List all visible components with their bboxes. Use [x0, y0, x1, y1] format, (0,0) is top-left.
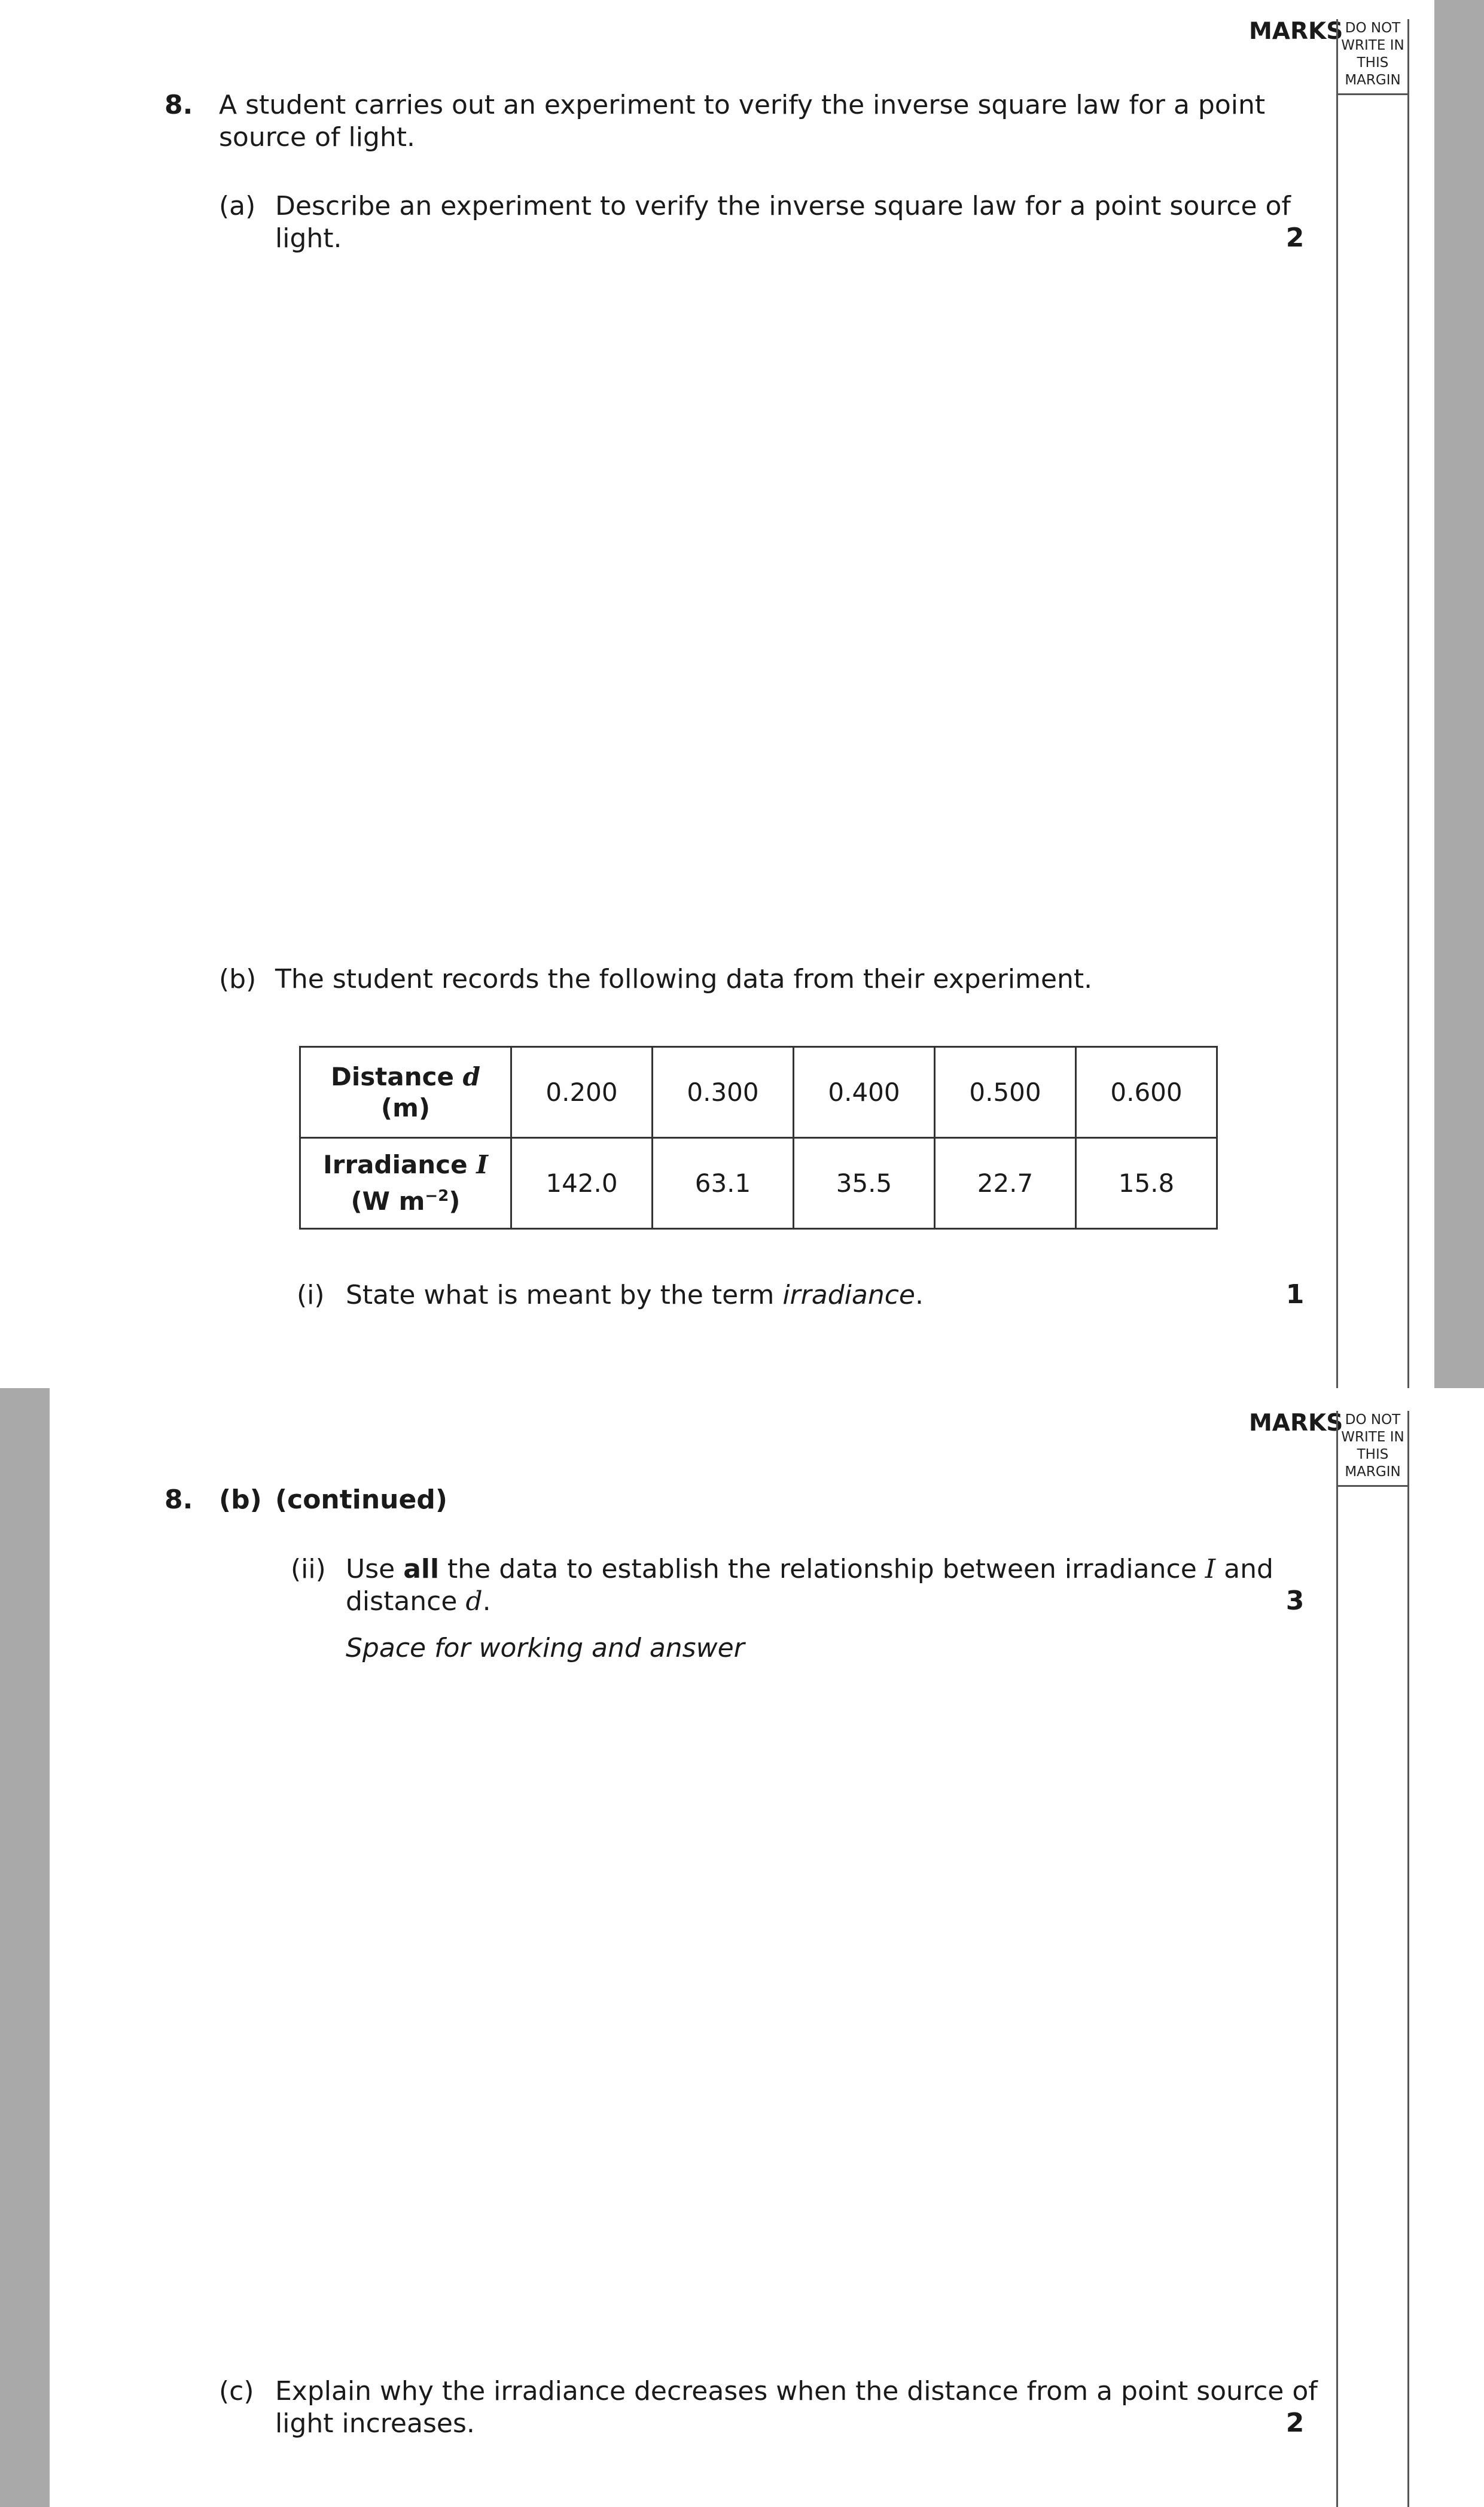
- part-b-label: (b): [219, 964, 257, 994]
- irradiance-unit-base: (W m: [351, 1186, 425, 1216]
- distance-variable: d: [465, 1586, 483, 1617]
- part-b-ii-emphasis: all: [403, 1554, 440, 1584]
- part-c-line2: light increases.: [275, 2408, 475, 2439]
- part-b-label: (b): [219, 1484, 262, 1515]
- question-number: 8.: [164, 90, 193, 120]
- irradiance-variable: I: [476, 1150, 488, 1179]
- exam-page-2: [0, 1388, 1484, 2507]
- margin-label-line1: DO NOT: [1345, 20, 1401, 36]
- irradiance-unit-close: ): [449, 1186, 461, 1216]
- part-b-i-text: [346, 1279, 924, 1312]
- part-a-label: (a): [219, 191, 256, 221]
- table-cell: 63.1: [653, 1138, 794, 1229]
- table-row: [300, 1047, 1217, 1138]
- page-edge-bar: [0, 1388, 50, 2507]
- distance-variable: d: [462, 1061, 480, 1091]
- part-a-line1: Describe an experiment to verify the inverse square law for a point source of: [275, 191, 1291, 221]
- irradiance-unit-exponent: −2: [425, 1187, 449, 1205]
- table-cell: 15.8: [1076, 1138, 1217, 1229]
- part-b-ii-line2: [346, 1586, 491, 1618]
- part-b-i-text-start: State what is meant by the term: [346, 1280, 783, 1310]
- question-number: 8.: [164, 1484, 193, 1515]
- table-cell: 142.0: [511, 1138, 653, 1229]
- part-a-line2: light.: [275, 223, 342, 254]
- part-c-label: (c): [219, 2376, 254, 2406]
- margin-column: [1336, 19, 1409, 1388]
- table-cell: 0.200: [511, 1047, 653, 1138]
- margin-header-rule: [1338, 93, 1407, 95]
- question-stem-line2: source of light.: [219, 122, 416, 153]
- continued-label: (continued): [275, 1484, 447, 1515]
- table-cell: 35.5: [794, 1138, 935, 1229]
- margin-label-line3: THIS: [1357, 55, 1389, 71]
- margin-column: [1336, 1411, 1409, 2507]
- irradiance-unit: [351, 1186, 460, 1216]
- part-b-ii-text-d: distance: [346, 1586, 466, 1617]
- part-a-marks: 2: [1285, 223, 1305, 253]
- part-b-ii-text-e: .: [482, 1586, 491, 1617]
- margin-label-line4: MARGIN: [1345, 1464, 1401, 1480]
- marks-header: MARKS: [1249, 18, 1343, 45]
- table-row: [300, 1138, 1217, 1229]
- question-stem-line1: A student carries out an experiment to verify the inverse square law for a point: [219, 90, 1266, 120]
- part-c-line1: Explain why the irradiance decreases when the distance from a point source of: [275, 2376, 1318, 2406]
- page-edge-bar: [1434, 0, 1484, 1388]
- part-b-ii-label: (ii): [291, 1554, 326, 1584]
- part-c-marks: 2: [1285, 2408, 1305, 2438]
- part-b-ii-text-a: Use: [346, 1554, 404, 1584]
- part-b-ii-text-b: the data to establish the relationship between irradiance: [439, 1554, 1205, 1584]
- table-cell: 0.300: [653, 1047, 794, 1138]
- table-cell: 0.400: [794, 1047, 935, 1138]
- margin-label-line3: THIS: [1357, 1447, 1389, 1462]
- table-cell: 22.7: [935, 1138, 1076, 1229]
- margin-label-line4: MARGIN: [1345, 72, 1401, 88]
- part-b-ii-line1: [346, 1553, 1273, 1586]
- data-table: [299, 1046, 1218, 1230]
- margin-label-line1: DO NOT: [1345, 1412, 1401, 1428]
- marks-header: MARKS: [1249, 1410, 1343, 1437]
- part-b-text: The student records the following data from their experiment.: [275, 964, 1093, 994]
- part-b-ii-text-c: and: [1215, 1554, 1273, 1584]
- margin-label-line2: WRITE IN: [1341, 1429, 1404, 1445]
- part-b-i-marks: 1: [1285, 1279, 1305, 1310]
- margin-label-line2: WRITE IN: [1341, 38, 1404, 53]
- part-b-i-label: (i): [297, 1280, 325, 1310]
- distance-label: Distance: [331, 1061, 463, 1091]
- margin-header-rule: [1338, 1485, 1407, 1487]
- table-cell: 0.600: [1076, 1047, 1217, 1138]
- distance-unit: (m): [380, 1093, 431, 1122]
- table-header-irradiance: [300, 1138, 511, 1229]
- part-b-i-term: irradiance: [782, 1280, 915, 1310]
- working-space-label: Space for working and answer: [346, 1633, 745, 1663]
- table-cell: 0.500: [935, 1047, 1076, 1138]
- part-b-ii-marks: 3: [1285, 1586, 1305, 1616]
- table-header-distance: [300, 1047, 511, 1138]
- irradiance-label: Irradiance: [323, 1150, 477, 1179]
- part-b-i-text-end: .: [915, 1280, 924, 1310]
- irradiance-variable: I: [1205, 1554, 1216, 1584]
